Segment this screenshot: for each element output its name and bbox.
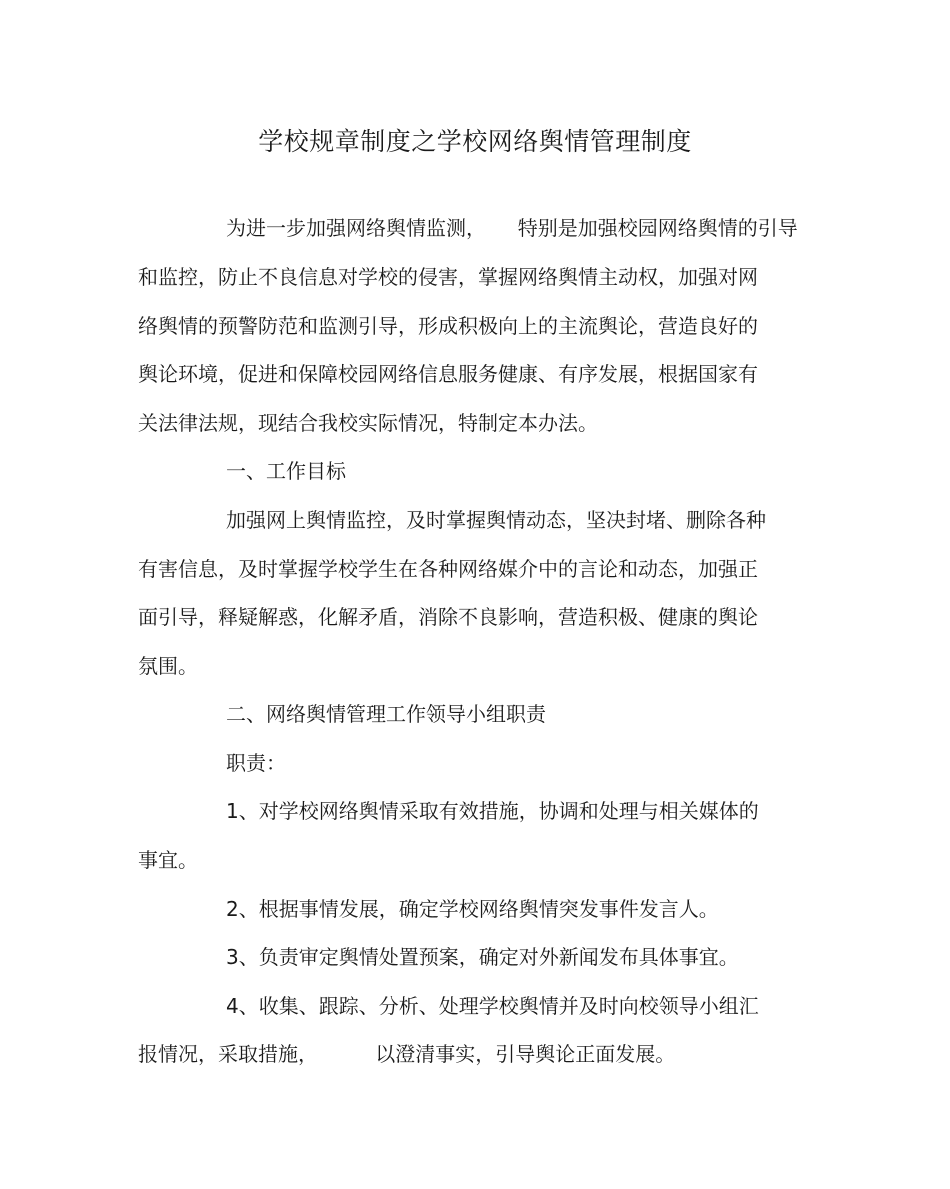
text-line: 关法律法规，现结合我校实际情况，特制定本办法。 bbox=[138, 411, 598, 435]
text-line: 事宜。 bbox=[138, 848, 198, 872]
section-heading: 二、网络舆情管理工作领导小组职责 bbox=[226, 702, 546, 726]
list-item: 1、对学校网络舆情采取有效措施，协调和处理与相关媒体的 bbox=[226, 799, 759, 823]
text-line: 有害信息，及时掌握学校学生在各种网络媒介中的言论和动态，加强正 bbox=[138, 557, 758, 581]
list-item: 2、根据事情发展，确定学校网络舆情突发事件发言人。 bbox=[226, 897, 719, 921]
document-title: 学校规章制度之学校网络舆情管理制度 bbox=[258, 127, 692, 156]
text-line: 加强网上舆情监控，及时掌握舆情动态，坚决封堵、删除各种 bbox=[226, 508, 766, 532]
section-heading: 一、工作目标 bbox=[226, 459, 346, 483]
text-line: 舆论环境，促进和保障校园网络信息服务健康、有序发展，根据国家有 bbox=[138, 362, 758, 386]
list-item: 4、收集、跟踪、分析、处理学校舆情并及时向校领导小组汇 bbox=[226, 994, 759, 1018]
text-line: 为进一步加强网络舆情监测， 特别是加强校园网络舆情的引导 bbox=[226, 216, 798, 240]
text-line: 和监控，防止不良信息对学校的侵害，掌握网络舆情主动权，加强对网 bbox=[138, 265, 758, 289]
text-line: 络舆情的预警防范和监测引导，形成积极向上的主流舆论，营造良好的 bbox=[138, 314, 758, 338]
text-line: 氛围。 bbox=[138, 654, 198, 678]
text-line: 报情况，采取措施， 以澄清事实，引导舆论正面发展。 bbox=[138, 1042, 676, 1066]
text-line: 面引导，释疑解惑，化解矛盾，消除不良影响，营造积极、健康的舆论 bbox=[138, 605, 758, 629]
list-item: 3、负责审定舆情处置预案，确定对外新闻发布具体事宜。 bbox=[226, 945, 739, 969]
text-line: 职责： bbox=[226, 751, 286, 775]
